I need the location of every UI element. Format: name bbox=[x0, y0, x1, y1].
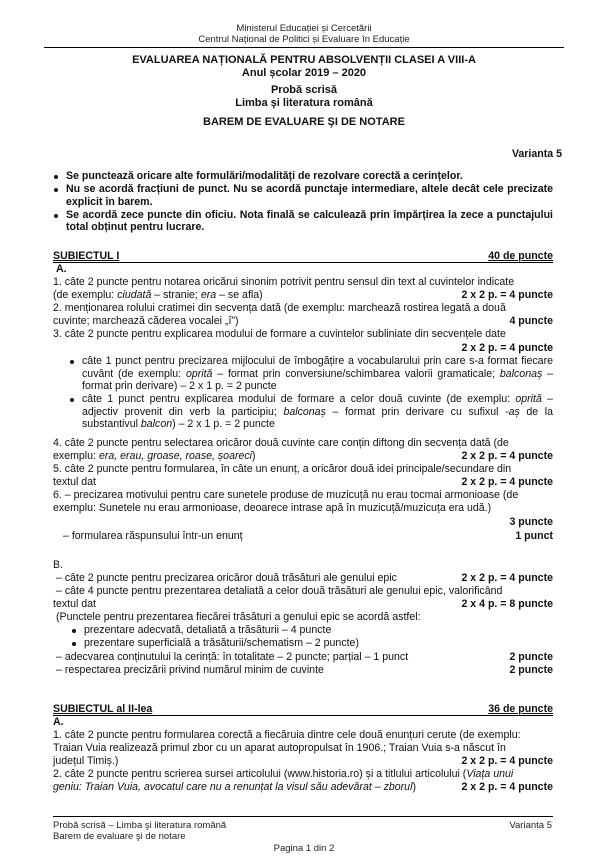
test-type: Probă scrisă bbox=[270, 84, 338, 96]
s1-item5-points: 2 x 2 p. = 4 puncte bbox=[461, 476, 553, 488]
center-name: Centrul Național de Politici și Evaluare în Educație bbox=[198, 34, 410, 45]
s2-item1-line2: Traian Vuia realizează primul zbor cu un aparat autopropulsat în 1906.; Traian Vuia s-a născut în bbox=[53, 742, 506, 754]
s1b-line4: – adecvarea conținutului la cerință: în totalitate – 2 puncte; parțial – 1 punct 2 puncte bbox=[56, 651, 553, 663]
s1-item2-line1: 2. menționarea rolului cratimei din secvența dată (de exemplu: marchează rostirea legată a două bbox=[53, 302, 506, 314]
subject-1-points: 40 de puncte bbox=[488, 250, 553, 262]
footer-divider bbox=[53, 816, 553, 817]
s1-item4-line2: exemplu: era, erau, groase, roase, șoareci) 2 x 2 p. = 4 puncte bbox=[53, 450, 553, 462]
s2-item1-points: 2 x 2 p. = 4 puncte bbox=[461, 755, 553, 767]
s1b-line5-points: 2 puncte bbox=[509, 664, 553, 676]
s1-item2-points: 4 puncte bbox=[509, 315, 553, 327]
s2-item1-line1: 1. câte 2 puncte pentru formularea corectă a fiecăruia dintre cele două enunțuri cerute (de exemplu: bbox=[53, 729, 521, 741]
ministry-name: Ministerul Educației și Cercetării bbox=[236, 23, 372, 34]
s1-item6-points2: 1 punct bbox=[515, 530, 553, 542]
rule-item: Nu se acordă fracțiuni de punct. Nu se acordă punctaje intermediare, altele decât cele precizate explicit în barem. bbox=[53, 183, 553, 208]
page-number: Pagina 1 din 2 bbox=[273, 843, 335, 854]
s1-item6-line3: – formularea răspunsului într-un enunț 1 punct bbox=[63, 530, 553, 542]
exam-title: EVALUAREA NAȚIONALĂ PENTRU ABSOLVENȚII CLASEI A VIII-A bbox=[132, 54, 476, 66]
s1-item5-line2: textul dat 2 x 2 p. = 4 puncte bbox=[53, 476, 553, 488]
school-year: Anul școlar 2019 – 2020 bbox=[241, 67, 367, 79]
s1b-line2: – câte 4 puncte pentru prezentarea detaliată a celor două trăsături ale genului epic, valorificând bbox=[56, 585, 503, 597]
s1-item4-line1: 4. câte 2 puncte pentru selectarea oricăror două cuvinte care conțin diftong din secvența dată (de bbox=[53, 437, 509, 449]
s1-item3-points: 2 x 2 p. = 4 puncte bbox=[461, 342, 553, 354]
s2-item1-line3: județul Timiș.) 2 x 2 p. = 4 puncte bbox=[53, 755, 553, 767]
s2-item2-line2: geniu: Traian Vuia, avocatul care nu a renunțat la visul său adevărat – zborul) 2 x 2 p. = 4 puncte bbox=[53, 781, 553, 793]
subject-1-part-a-label: A. bbox=[56, 263, 67, 275]
s1-item6-points1-row bbox=[53, 516, 553, 529]
subject-1-title: SUBIECTUL I bbox=[53, 250, 120, 262]
general-rules-list bbox=[53, 170, 553, 234]
subject-1-part-b-label: B. bbox=[53, 559, 64, 571]
s1-item6-line1: 6. – precizarea motivului pentru care sunetele produse de muzicuță nu erau tocmai armonioase (de bbox=[53, 489, 519, 501]
s1-item3-bullet: câte 1 punct pentru explicarea modului de formare a celor două cuvinte (de exemplu: oprită – adjectiv provenit din verb la participiu; balconaș – format prin derivare cu sufixul -aș de la substantivul balcon) – 2 x 1 p. = 2 puncte bbox=[68, 393, 553, 431]
s1-item1-line1: 1. câte 2 puncte pentru notarea oricărui sinonim potrivit pentru sensul din text al cuvintelor indicate bbox=[53, 276, 515, 288]
s1-item3-bullet: câte 1 punct pentru precizarea mijlocului de îmbogățire a vocabularului prin care s-a format fiecare cuvânt (de exemplu: oprită – format prin conversiune/schimbarea valorii gramaticale; balconaș – format prin derivare) – 2 x 1 p. = 2 puncte bbox=[68, 355, 553, 393]
s1-item1-points: 2 x 2 p. = 4 puncte bbox=[461, 289, 553, 301]
footer-left-line2: Barem de evaluare şi de notare bbox=[53, 831, 186, 842]
s1b-note: (Punctele pentru prezentarea fiecărei trăsături a genului epic se acordă astfel: bbox=[56, 611, 421, 623]
s1-item6-points1: 3 puncte bbox=[509, 516, 553, 528]
s1-item1-line2: (de exemplu: ciudată – stranie; era – se afla) 2 x 2 p. = 4 puncte bbox=[53, 289, 553, 301]
s1b-line3-points: 2 x 4 p. = 8 puncte bbox=[461, 598, 553, 610]
s1-item3-bullets bbox=[68, 355, 553, 432]
subject-name: Limba şi literatura română bbox=[235, 97, 373, 109]
s2-item2-points: 2 x 2 p. = 4 puncte bbox=[461, 781, 553, 793]
s1b-line5: – respectarea precizării privind numărul minim de cuvinte 2 puncte bbox=[56, 664, 553, 676]
footer-left-line1: Probă scrisă – Limba şi literatura română bbox=[53, 820, 227, 831]
s1-item6-line2: exemplu: Sunetele nu erau armonioase, deoarece intrase apă în muzicuță/muzicuța era udă.) bbox=[53, 502, 492, 514]
subject-1-heading bbox=[53, 250, 553, 263]
s1b-note-bullet: prezentare superficială a trăsăturii/schematism – 2 puncte) bbox=[70, 637, 555, 650]
subject-2-points: 36 de puncte bbox=[488, 703, 553, 715]
footer-variant: Varianta 5 bbox=[509, 820, 552, 831]
s1-item2-line2: cuvinte; marchează căderea vocalei „î”) 4 puncte bbox=[53, 315, 553, 327]
header-divider bbox=[44, 47, 564, 48]
s1b-note-bullets bbox=[70, 624, 555, 650]
s1b-line1: – câte 2 puncte pentru precizarea oricăror două trăsături ale genului epic 2 x 2 p. = 4 puncte bbox=[56, 572, 553, 584]
subject-2-title: SUBIECTUL al II-lea bbox=[53, 703, 153, 715]
s1b-line1-points: 2 x 2 p. = 4 puncte bbox=[461, 572, 553, 584]
s1-item5-line1: 5. câte 2 puncte pentru formularea, în câte un enunț, a oricăror două idei principale/secundare din bbox=[53, 463, 512, 475]
s1b-note-bullet: prezentare adecvată, detaliată a trăsăturii – 4 puncte bbox=[70, 624, 555, 637]
s1b-line4-points: 2 puncte bbox=[509, 651, 553, 663]
s1b-line3: textul dat 2 x 4 p. = 8 puncte bbox=[53, 598, 553, 610]
s1-item4-points: 2 x 2 p. = 4 puncte bbox=[461, 450, 553, 462]
s1-item3-points-row bbox=[53, 342, 553, 355]
document-title: BAREM DE EVALUARE ŞI DE NOTARE bbox=[203, 116, 405, 128]
s1-item3-line1: 3. câte 2 puncte pentru explicarea modului de formare a cuvintelor subliniate din secvențele date bbox=[53, 328, 506, 340]
rule-item: Se punctează oricare alte formulări/modalități de rezolvare corectă a cerințelor. bbox=[53, 170, 553, 183]
subject-2-heading bbox=[53, 703, 553, 716]
subject-2-part-a-label: A. bbox=[53, 716, 64, 728]
variant-label: Varianta 5 bbox=[511, 148, 562, 160]
rule-item: Se acordă zece puncte din oficiu. Nota finală se calculează prin împărțirea la zece a punctajului total obținut pentru lucrare. bbox=[53, 209, 553, 234]
s2-item2-line1: 2. câte 2 puncte pentru scrierea sursei articolului (www.historia.ro) și a titlului articolului (Viața unui bbox=[53, 768, 514, 780]
